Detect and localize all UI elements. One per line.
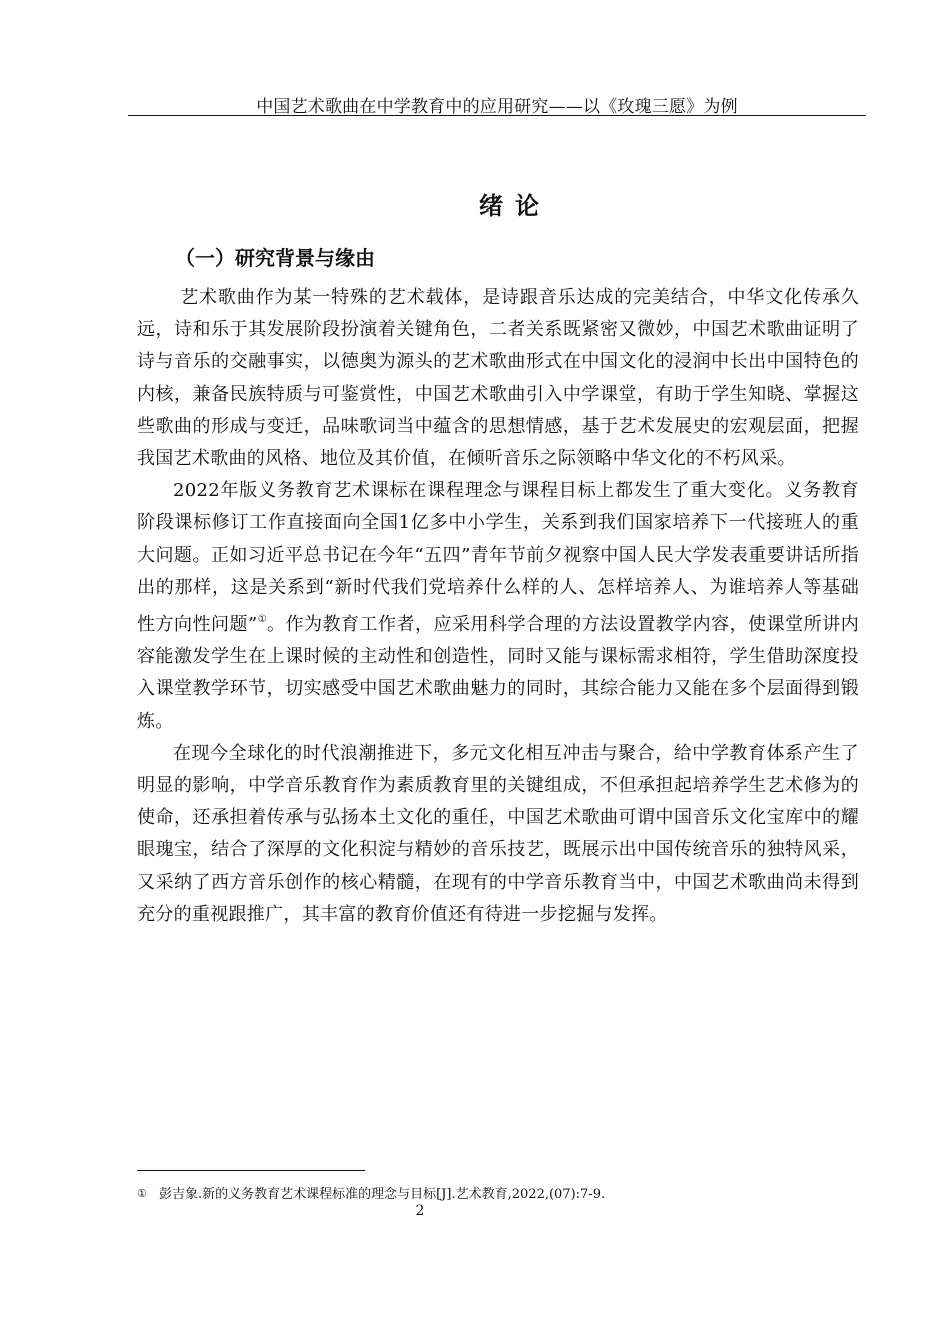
paragraph-3: 在现今全球化的时代浪潮推进下，多元文化相互冲击与聚合，给中学教育体系产生了明显的影响，中学音乐教育作为素质教育里的关键组成，不但承担起培养学生艺术修为的使命，还承担着传承与弘扬本土文化的重任，中国艺术歌曲可谓中国音乐文化宝库中的耀眼瑰宝，结合了深厚的文化积淀与精妙的音乐技艺，既展示出中国传统音乐的独特风采，又采纳了西方音乐创作的核心精髓，在现有的中学音乐教育当中，中国艺术歌曲尚未得到充分的重视跟推广，其丰富的教育价值还有待进一步挖掘与发挥。 bbox=[137, 742, 859, 925]
header-rule bbox=[128, 115, 866, 116]
paragraph-2-text-b: 。作为教育工作者，应采用科学合理的方法设置教学内容，使课堂所讲内容能激发学生在上课时候的主动性和创造性，同时又能与课标需求相符，学生借助深度投入课堂教学环节，切实感受中国艺术歌曲魅力的同时，其综合能力又能在多个层面得到锻炼。 bbox=[137, 614, 859, 732]
section-heading: （一）研究背景与缘由 bbox=[175, 246, 375, 270]
paragraph-1: 艺术歌曲作为某一特殊的艺术载体，是诗跟音乐达成的完美结合，中华文化传承久远，诗和乐于其发展阶段扮演着关键角色，二者关系既紧密又微妙，中国艺术歌曲证明了诗与音乐的交融事实，以德奥为源头的艺术歌曲形式在中国文化的浸润中长出中国特色的内核，兼备民族特质与可鉴赏性，中国艺术歌曲引入中学课堂，有助于学生知晓、掌握这些歌曲的形成与变迁，品味歌词当中蕴含的思想情感，基于艺术发展史的宏观层面，把握我国艺术歌曲的风格、地位及其价值，在倾听音乐之际领略中华文化的不朽风采。 bbox=[137, 287, 859, 470]
body-text bbox=[137, 282, 859, 931]
footnote-reference[interactable]: ① bbox=[257, 614, 267, 626]
chapter-title: 绪论 bbox=[479, 192, 551, 220]
footnote bbox=[137, 1183, 605, 1202]
paragraph-2 bbox=[137, 475, 859, 738]
footnote-rule bbox=[137, 1170, 365, 1171]
page-number: 2 bbox=[415, 1203, 425, 1219]
paragraph-2-text-a: 2022年版义务教育艺术课标在课程理念与课程目标上都发生了重大变化。义务教育阶段课标修订工作直接面向全国1亿多中小学生，关系到我们国家培养下一代接班人的重大问题。正如习近平总书记在今年“五四”青年节前夕视察中国人民大学发表重要讲话所指出的那样，这是关系到“新时代我们党培养什么样的人、怎样培养人、为谁培养人等基础性方向性问题” bbox=[137, 480, 859, 636]
footnote-mark: ① bbox=[137, 1187, 147, 1200]
footnote-text: 彭吉象.新的义务教育艺术课程标准的理念与目标[J].艺术教育,2022,(07):7-9. bbox=[159, 1187, 606, 1202]
running-header: 中国艺术歌曲在中学教育中的应用研究——以《玫瑰三愿》为例 bbox=[256, 97, 738, 117]
